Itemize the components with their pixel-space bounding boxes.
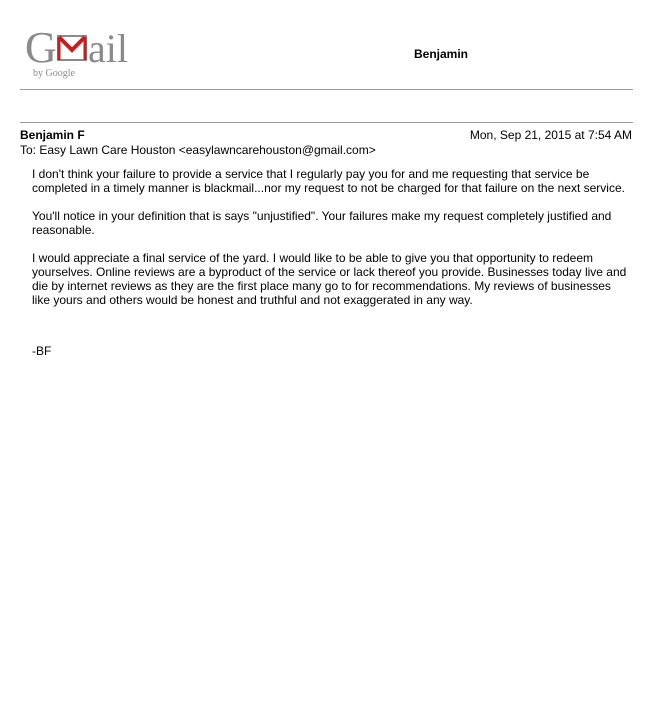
message-divider — [20, 122, 633, 123]
body-paragraph: I don't think your failure to provide a service that I regularly pay you for and me requesting that service be completed in a timely manner is blackmail...nor my request to not be charged for that failure on the next service. — [32, 167, 625, 195]
message-date: Mon, Sep 21, 2015 at 7:54 AM — [469, 128, 632, 142]
body-paragraph: You'll notice in your definition that is says "unjustified". Your failures make my request completely justified and reasonable. — [32, 209, 612, 237]
svg-text:G: G — [25, 23, 57, 72]
message-recipient: To: Easy Lawn Care Houston <easylawncarehouston@gmail.com> — [20, 143, 376, 157]
svg-text:by Google: by Google — [33, 68, 75, 79]
message-sender: Benjamin F — [20, 128, 85, 142]
message-signature: -BF — [32, 344, 52, 358]
header-divider — [20, 89, 633, 90]
gmail-logo — [25, 22, 145, 80]
body-paragraph: I would appreciate a final service of the yard. I would like to be able to give you that opportunity to redeem yourselves. Online reviews are a byproduct of the service or lack thereof you provide. Businesses today live and die by internet reviews as they are the first place many go to for recommendations. My reviews of businesses like yours and others would be honest and truthful and not exaggerated in any way. — [32, 251, 627, 307]
message-body — [32, 167, 632, 321]
svg-text:ail: ail — [88, 26, 128, 71]
account-name: Benjamin — [414, 47, 469, 61]
gmail-logo-icon — [25, 22, 145, 80]
